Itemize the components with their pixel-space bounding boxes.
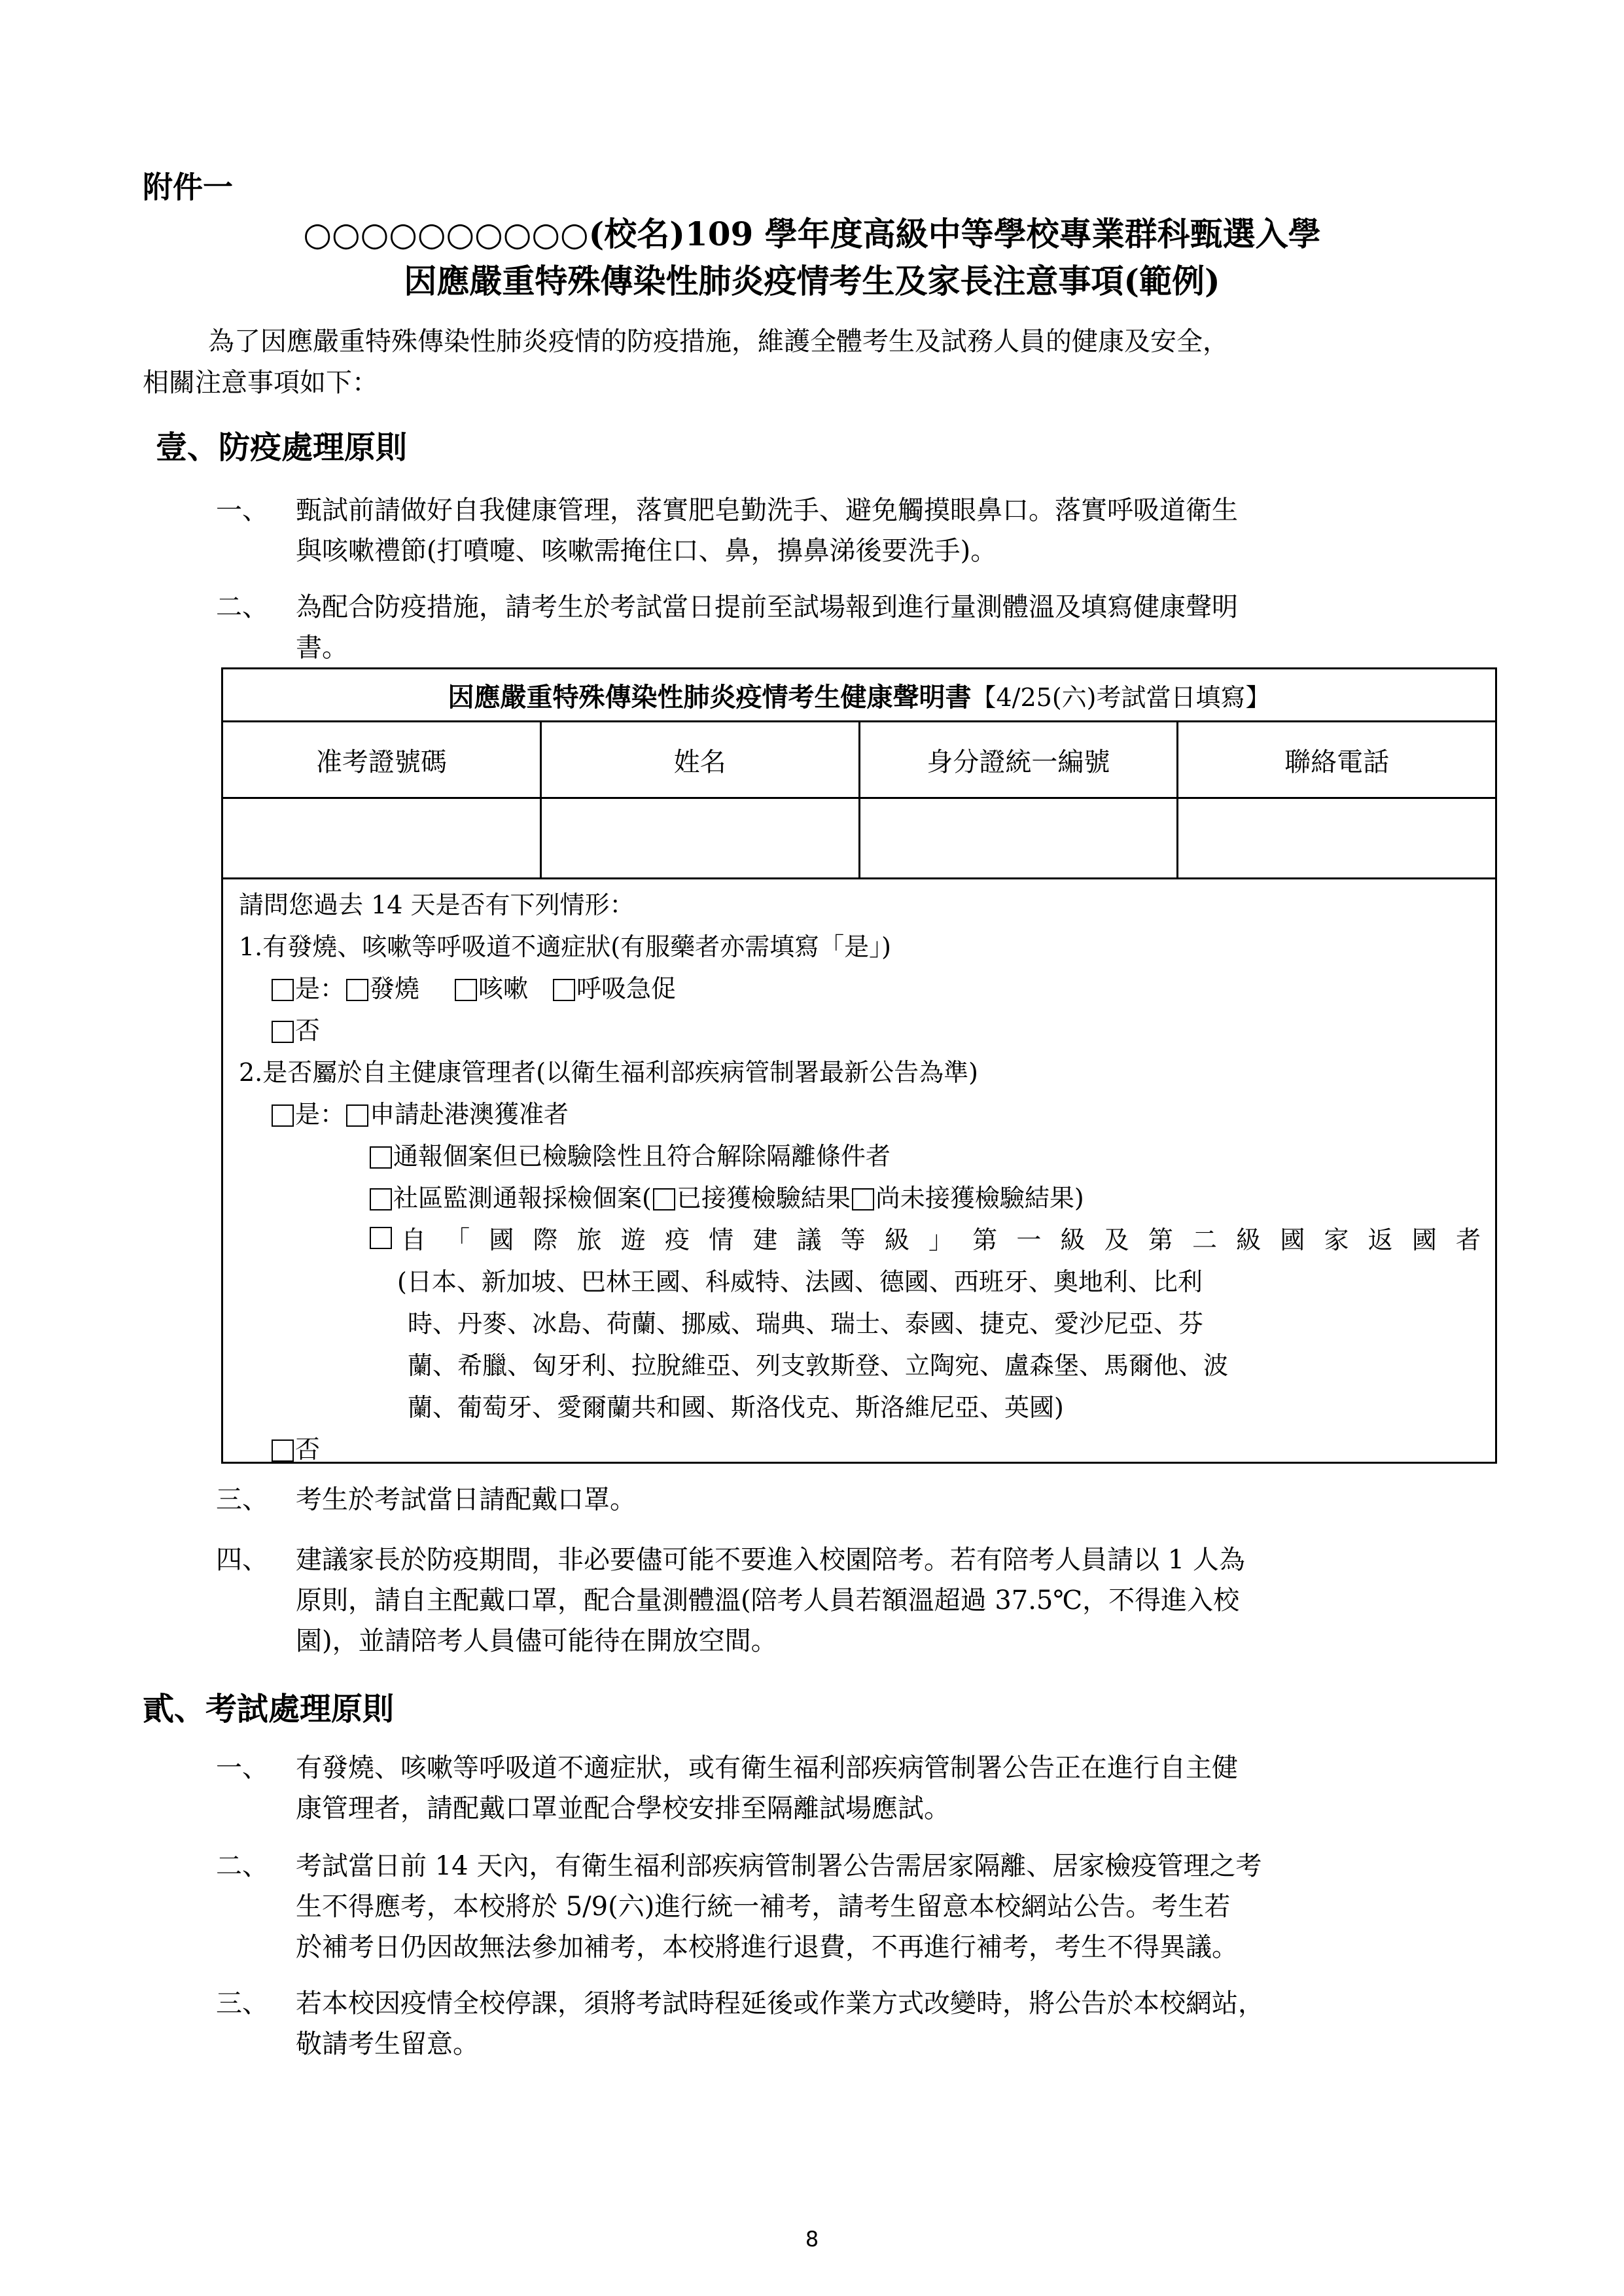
q2-yes-row xyxy=(270,1094,569,1130)
s2-item2-number: 二、 xyxy=(216,1851,268,1881)
q1-no-row xyxy=(270,1010,320,1046)
s2-item1-line2: 康管理者，請配戴口罩並配合學校安排至隔離試場應試。 xyxy=(296,1793,950,1824)
q1-yes-checkbox[interactable] xyxy=(272,979,294,1001)
s2-item3-line1: 若本校因疫情全校停課，須將考試時程延後或作業方式改變時，將公告於本校網站， xyxy=(296,1988,1264,2019)
q2-travel-return-checkbox[interactable] xyxy=(370,1227,392,1249)
title-line-2: 因應嚴重特殊傳染性肺炎疫情考生及家長注意事項(範例) xyxy=(404,262,1220,300)
name-cell[interactable] xyxy=(540,798,859,879)
s2-item2-line1: 考試當日前 14 天內，有衛生福利部疾病管制署公告需居家隔離、居家檢疫管理之考 xyxy=(296,1851,1262,1881)
s1-item4-line2: 原則，請自主配戴口罩，配合量測體溫(陪考人員若額溫超過 37.5℃，不得進入校 xyxy=(296,1585,1240,1616)
s1-item3-line1: 考生於考試當日請配戴口罩。 xyxy=(296,1485,636,1515)
s2-item2-line2: 生不得應考，本校將於 5/9(六)進行統一補考，請考生留意本校網站公告。考生若 xyxy=(296,1892,1231,1922)
page-number: 8 xyxy=(805,2227,819,2252)
question-intro: 請問您過去 14 天是否有下列情形： xyxy=(239,891,635,919)
q1-no-label: 否 xyxy=(295,1016,321,1045)
s2-item1-number: 一、 xyxy=(216,1753,268,1783)
s2-item2-line3: 於補考日仍因故無法參加補考，本校將進行退費，不再進行補考，考生不得異議。 xyxy=(296,1932,1238,1962)
q2-option-3-row xyxy=(368,1178,1084,1214)
q2-hk-macau-checkbox[interactable] xyxy=(346,1104,368,1127)
column-header-id-number: 身分證統一編號 xyxy=(859,722,1178,798)
q2-negative-case-checkbox[interactable] xyxy=(370,1146,392,1169)
s1-item4-line3: 園)，並請陪考人員儘可能待在開放空間。 xyxy=(296,1626,777,1656)
q2-travel-return-label: 自「國際旅遊疫情建議等級」第一級及第二級國家返國者 xyxy=(401,1226,1481,1254)
q1-yes-row xyxy=(270,968,676,1004)
intro-line-2: 相關注意事項如下： xyxy=(143,368,378,398)
q2-result-pending-label: 尚未接獲檢驗結果) xyxy=(875,1184,1084,1212)
q2-no-label: 否 xyxy=(295,1435,321,1464)
intro-line-1: 為了因應嚴重特殊傳染性肺炎疫情的防疫措施，維護全體考生及試務人員的健康及安全， xyxy=(208,327,1229,357)
declaration-title-cell xyxy=(222,669,1496,722)
admission-ticket-cell[interactable] xyxy=(222,798,541,879)
s1-item4-number: 四、 xyxy=(216,1545,268,1575)
s1-item3-number: 三、 xyxy=(216,1485,268,1515)
section1-heading: 壹、防疫處理原則 xyxy=(156,429,408,466)
q1-shortness-breath-label: 呼吸急促 xyxy=(576,974,677,1003)
health-declaration-table xyxy=(221,667,1497,1464)
s2-item1-line1: 有發燒、咳嗽等呼吸道不適症狀，或有衛生福利部疾病管制署公告正在進行自主健 xyxy=(296,1753,1238,1783)
q2-option-2-row xyxy=(368,1136,891,1172)
question-2: 2.是否屬於自主健康管理者(以衛生福利部疾病管制署最新公告為準) xyxy=(239,1058,978,1087)
q2-no-checkbox[interactable] xyxy=(272,1439,294,1462)
column-header-phone: 聯絡電話 xyxy=(1178,722,1496,798)
q1-shortness-breath-checkbox[interactable] xyxy=(553,979,575,1001)
q1-cough-checkbox[interactable] xyxy=(455,979,477,1001)
declaration-date-note: 【4/25(六)考試當日填寫】 xyxy=(971,682,1271,712)
s1-item2-line2: 書。 xyxy=(296,633,348,663)
q1-yes-label: 是： xyxy=(295,974,345,1003)
q2-negative-case-label: 通報個案但已檢驗陰性且符合解除隔離條件者 xyxy=(393,1142,891,1171)
q2-countries-line-3: 蘭、希臘、匈牙利、拉脫維亞、列支敦斯登、立陶宛、盧森堡、馬爾他、波 xyxy=(408,1351,1229,1380)
q2-result-pending-checkbox[interactable] xyxy=(852,1188,874,1210)
q1-cough-label: 咳嗽 xyxy=(478,974,529,1003)
q2-yes-checkbox[interactable] xyxy=(272,1104,294,1127)
q2-result-received-label: 已接獲檢驗結果 xyxy=(676,1184,851,1212)
s2-item3-line2: 敬請考生留意。 xyxy=(296,2029,479,2059)
id-number-cell[interactable] xyxy=(859,798,1178,879)
q1-fever-checkbox[interactable] xyxy=(346,979,368,1001)
question-1: 1.有發燒、咳嗽等呼吸道不適症狀(有服藥者亦需填寫「是」) xyxy=(239,932,891,961)
s1-item2-line1: 為配合防疫措施，請考生於考試當日提前至試場報到進行量測體溫及填寫健康聲明 xyxy=(296,592,1238,622)
s1-item4-line1: 建議家長於防疫期間，非必要儘可能不要進入校園陪考。若有陪考人員請以 1 人為 xyxy=(296,1545,1245,1575)
q2-countries-line-2: 時、丹麥、冰島、荷蘭、挪威、瑞典、瑞士、泰國、捷克、愛沙尼亞、芬 xyxy=(408,1309,1204,1338)
q1-fever-label: 發燒 xyxy=(370,974,420,1003)
q2-community-case-label: 社區監測通報採檢個案( xyxy=(393,1184,652,1212)
title-line-1: ○○○○○○○○○○(校名)109 學年度高級中等學校專業群科甄選入學 xyxy=(303,215,1321,253)
s1-item1-line2: 與咳嗽禮節(打噴嚏、咳嗽需掩住口、鼻，擤鼻涕後要洗手)。 xyxy=(296,536,997,566)
q2-community-case-checkbox[interactable] xyxy=(370,1188,392,1210)
phone-cell[interactable] xyxy=(1178,798,1496,879)
section2-heading: 貳、考試處理原則 xyxy=(143,1691,395,1727)
s1-item2-number: 二、 xyxy=(216,592,268,622)
questionnaire-cell xyxy=(222,879,1496,1463)
annex-label: 附件一 xyxy=(143,169,233,205)
q1-no-checkbox[interactable] xyxy=(272,1021,294,1043)
q2-yes-label: 是： xyxy=(295,1100,345,1129)
q2-hk-macau-label: 申請赴港澳獲准者 xyxy=(370,1100,569,1129)
q2-countries-line-1: (日本、新加坡、巴林王國、科威特、法國、德國、西班牙、奧地利、比利 xyxy=(397,1267,1203,1296)
declaration-title: 因應嚴重特殊傳染性肺炎疫情考生健康聲明書 xyxy=(448,681,972,713)
s2-item3-number: 三、 xyxy=(216,1988,268,2019)
column-header-name: 姓名 xyxy=(540,722,859,798)
q2-result-received-checkbox[interactable] xyxy=(653,1188,675,1210)
s1-item1-number: 一、 xyxy=(216,495,268,525)
q2-countries-line-4: 蘭、葡萄牙、愛爾蘭共和國、斯洛伐克、斯洛維尼亞、英國) xyxy=(408,1393,1064,1422)
s1-item1-line1: 甄試前請做好自我健康管理，落實肥皂勤洗手、避免觸摸眼鼻口。落實呼吸道衛生 xyxy=(296,495,1238,525)
q2-option-4-row xyxy=(368,1220,1481,1256)
column-header-admission-ticket: 准考證號碼 xyxy=(222,722,541,798)
q2-no-row xyxy=(270,1429,320,1465)
